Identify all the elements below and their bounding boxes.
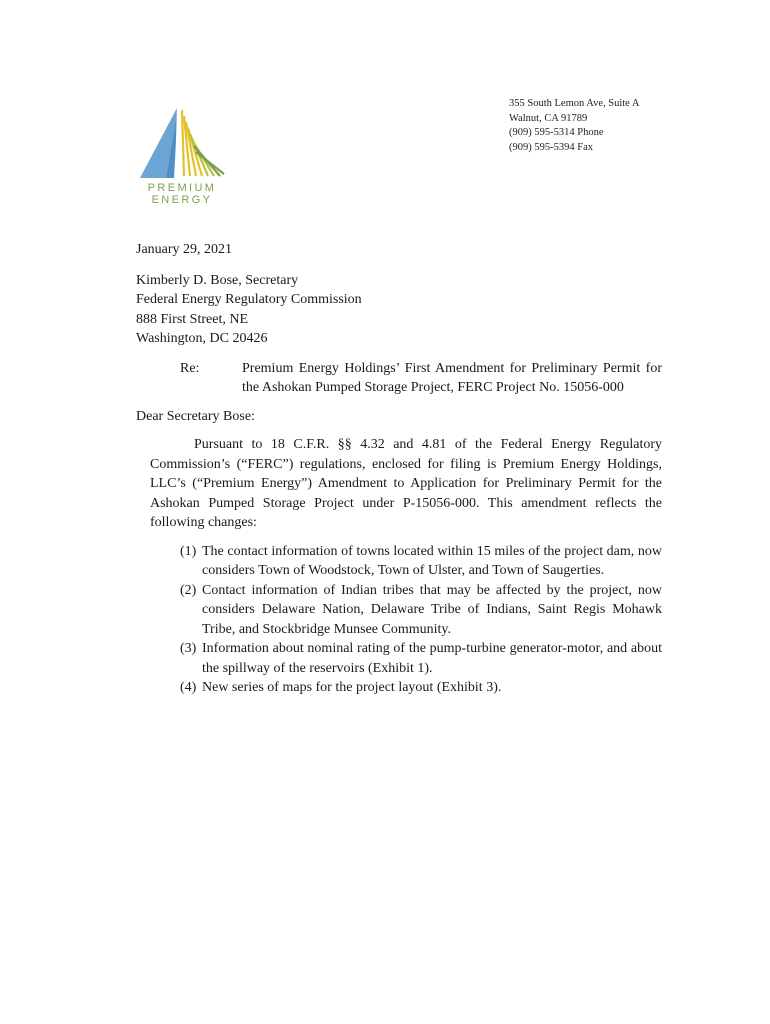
- logo-line-premium: PREMIUM: [147, 182, 217, 194]
- body-paragraph: Pursuant to 18 C.F.R. §§ 4.32 and 4.81 of the Federal Energy Regulatory Commission’s (“FERC”) regulations, enclosed for filing is Premium Energy Holdings, LLC’s (“Premium Energy”) Amendment to Application for Preliminary Permit for the Ashokan Pumped Storage Project under P-15056-000. This amendment reflects the following changes:: [150, 437, 662, 530]
- logo-line-energy: ENERGY: [151, 194, 213, 206]
- recipient-city: Washington, DC 20426: [136, 331, 268, 346]
- address-fax: (909) 595-5394 Fax: [509, 141, 593, 153]
- letter-date: January 29, 2021: [136, 242, 233, 257]
- list-item-number: (1): [180, 543, 197, 559]
- subject-text: Premium Energy Holdings’ First Amendment for Preliminary Permit for the Ashokan Pumped Storage Project, FERC Project No. 15056-000: [242, 360, 662, 395]
- salutation: Dear Secretary Bose:: [136, 408, 255, 424]
- changes-list: [180, 542, 662, 698]
- recipient-block: [136, 271, 662, 349]
- list-item: [180, 678, 662, 698]
- list-item-text: New series of maps for the project layout (Exhibit 3).: [202, 680, 502, 695]
- list-item-number: (3): [180, 641, 197, 656]
- list-item-text: Information about nominal rating of the pump-turbine generator-motor, and about the spillway of the reservoirs (Exhibit 1).: [202, 641, 662, 676]
- subject-label: Re:: [180, 360, 200, 376]
- recipient-street: 888 First Street, NE: [136, 311, 248, 327]
- list-item: [180, 542, 662, 581]
- list-item: [180, 639, 662, 678]
- subject-line: [136, 359, 662, 398]
- list-item-number: (4): [180, 680, 197, 695]
- list-item: [180, 581, 662, 640]
- list-item-text: The contact information of towns located within 15 miles of the project dam, now considers Town of Woodstock, Town of Ulster, and Town of Saugerties.: [202, 543, 662, 578]
- letter-body: [136, 240, 662, 698]
- recipient-name: Kimberly D. Bose, Secretary: [136, 272, 299, 288]
- list-item-number: (2): [180, 582, 197, 598]
- address-street: 355 South Lemon Ave, Suite A: [509, 98, 640, 109]
- sender-address: [509, 97, 639, 155]
- recipient-org: Federal Energy Regulatory Commission: [136, 292, 362, 307]
- list-item-text: Contact information of Indian tribes that may be affected by the project, now considers Delaware Nation, Delaware Tribe of Indians, Saint Regis Mohawk Tribe, and Stockbridge Munsee Community.: [202, 582, 662, 637]
- address-city: Walnut, CA 91789: [509, 112, 588, 124]
- address-phone: (909) 595-5314 Phone: [509, 127, 604, 138]
